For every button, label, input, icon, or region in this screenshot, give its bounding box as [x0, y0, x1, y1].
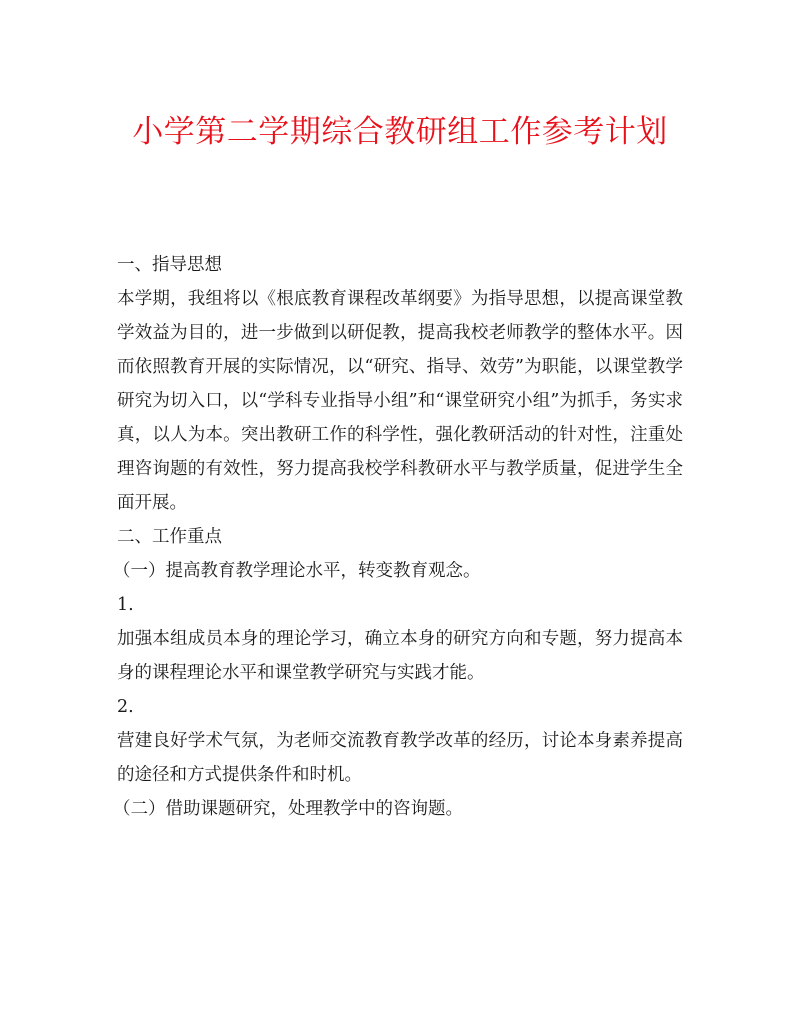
document-body	[113, 248, 683, 826]
subsection-heading-1: （一）提高教育教学理论水平，转变教育观念。	[113, 561, 481, 581]
paragraph-guiding-thought: 本学期，我组将以《根底教育课程改革纲要》为指导思想，以提高课堂教学效益为目的，进一步做到以研促教，提高我校老师教学的整体水平。因而依照教育开展的实际情况，以“研究、指导、效劳”为职能，以课堂教学研究为切入口，以“学科专业指导小组”和“课堂研究小组”为抓手，务实求真，以人为本。突出教研工作的科学性，强化教研活动的针对性，注重处理咨询题的有效性，努力提高我校学科教研水平与教学质量，促进学生全面开展。	[117, 289, 683, 513]
list-number-2: 2.	[117, 697, 134, 717]
subsection-heading-2: （二）借助课题研究，处理教学中的咨询题。	[113, 799, 463, 819]
list-item-1: 加强本组成员本身的理论学习，确立本身的研究方向和专题，努力提高本身的课程理论水平和课堂教学研究与实践才能。	[117, 629, 683, 683]
section-heading-guiding-thought: 一、指导思想	[117, 255, 222, 275]
list-number-1: 1.	[117, 595, 134, 615]
document-title: 小学第二学期综合教研组工作参考计划	[132, 114, 668, 150]
list-item-2: 营建良好学术气氛，为老师交流教育教学改革的经历，讨论本身素养提高的途径和方式提供条件和时机。	[117, 731, 683, 785]
section-heading-work-focus: 二、工作重点	[117, 527, 222, 547]
